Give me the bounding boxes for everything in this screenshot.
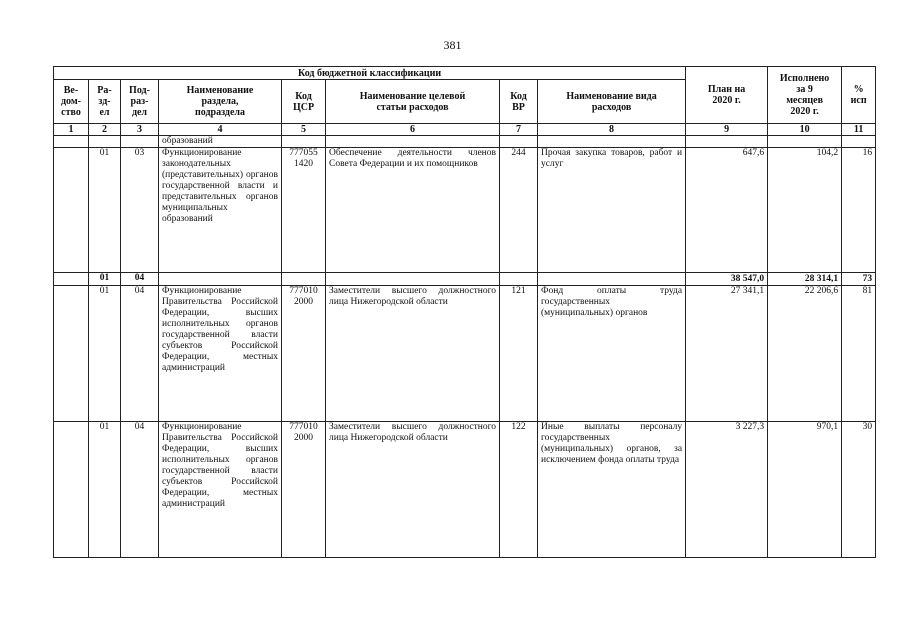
col-number: 2: [89, 124, 121, 136]
header-rz: Ра- зд- ел: [89, 80, 121, 124]
cell-name-target: Заместители высшего должностного лица Нижегородской области: [326, 422, 500, 558]
header-name-type: Наименование вида расходов: [538, 80, 686, 124]
cell-rz: 01: [89, 286, 121, 422]
header-exec: Исполнено за 9 месяцев 2020 г.: [768, 67, 842, 124]
cell-csr: 777010 2000: [282, 286, 326, 422]
subtotal-prz: 04: [121, 273, 159, 286]
table-row: [54, 148, 876, 273]
header-row-numbers: [54, 124, 876, 136]
cell-ved: [54, 286, 89, 422]
header-vr: Код ВР: [500, 80, 538, 124]
cell-vr: 244: [500, 148, 538, 273]
col-number: 3: [121, 124, 159, 136]
cell-name-target: Обеспечение деятельности членов Совета Федерации и их помощников: [326, 148, 500, 273]
cell-name-section: Функционирование законодательных (представительных) органов государственной власти и представительных органов муниципальных образований: [159, 148, 282, 273]
page-number: 381: [443, 38, 462, 52]
header-name-section: Наименование раздела, подраздела: [159, 80, 282, 124]
col-number: 10: [768, 124, 842, 136]
header-row-group: [54, 67, 876, 80]
subtotal-pct: 73: [842, 273, 876, 286]
header-pct: % исп: [842, 67, 876, 124]
cell-name-type: Фонд оплаты труда государственных (муниципальных) органов: [538, 286, 686, 422]
col-number: 8: [538, 124, 686, 136]
cell-pct: 30: [842, 422, 876, 558]
cell-name-type: Иные выплаты персоналу государственных (муниципальных) органов, за исключением фонда оплаты труда: [538, 422, 686, 558]
cell-plan: 27 341,1: [686, 286, 768, 422]
cell-ved: [54, 148, 89, 273]
cell-rz: 01: [89, 148, 121, 273]
cell-name-section: Функционирование Правительства Российской Федерации, высших исполнительных органов государственной власти субъектов Российской Федерации, местных администраций: [159, 286, 282, 422]
col-number: 1: [54, 124, 89, 136]
cell-name-target: Заместители высшего должностного лица Нижегородской области: [326, 286, 500, 422]
table-row: [54, 286, 876, 422]
header-plan: План на 2020 г.: [686, 67, 768, 124]
cell-exec: 22 206,6: [768, 286, 842, 422]
subtotal-row: [54, 273, 876, 286]
cell-prz: 03: [121, 148, 159, 273]
col-number: 9: [686, 124, 768, 136]
cell-ved: [54, 422, 89, 558]
col-number: 4: [159, 124, 282, 136]
budget-table: [53, 66, 876, 558]
cell-exec: 104,2: [768, 148, 842, 273]
cell-pct: 81: [842, 286, 876, 422]
subtotal-rz: 01: [89, 273, 121, 286]
cell-rz: 01: [89, 422, 121, 558]
cell-vr: 122: [500, 422, 538, 558]
cell-plan: 647,6: [686, 148, 768, 273]
col-number: 5: [282, 124, 326, 136]
cell-prz: 04: [121, 422, 159, 558]
subtotal-exec: 28 314,1: [768, 273, 842, 286]
cell-vr: 121: [500, 286, 538, 422]
cell-name-type: Прочая закупка товаров, работ и услуг: [538, 148, 686, 273]
table-row-continuation: [54, 136, 876, 148]
col-number: 7: [500, 124, 538, 136]
header-group-title: Код бюджетной классификации: [54, 67, 686, 80]
col-number: 11: [842, 124, 876, 136]
cell-csr: 777010 2000: [282, 422, 326, 558]
cell-csr: 777055 1420: [282, 148, 326, 273]
subtotal-plan: 38 547,0: [686, 273, 768, 286]
continuation-text: образований: [159, 136, 282, 148]
header-ved: Ве- дом- ство: [54, 80, 89, 124]
cell-name-section: Функционирование Правительства Российской Федерации, высших исполнительных органов государственной власти субъектов Российской Федерации, местных администраций: [159, 422, 282, 558]
cell-prz: 04: [121, 286, 159, 422]
header-prz: Под- раз- дел: [121, 80, 159, 124]
cell-pct: 16: [842, 148, 876, 273]
table-row: [54, 422, 876, 558]
header-csr: Код ЦСР: [282, 80, 326, 124]
cell-exec: 970,1: [768, 422, 842, 558]
cell-plan: 3 227,3: [686, 422, 768, 558]
header-name-target: Наименование целевой статьи расходов: [326, 80, 500, 124]
col-number: 6: [326, 124, 500, 136]
